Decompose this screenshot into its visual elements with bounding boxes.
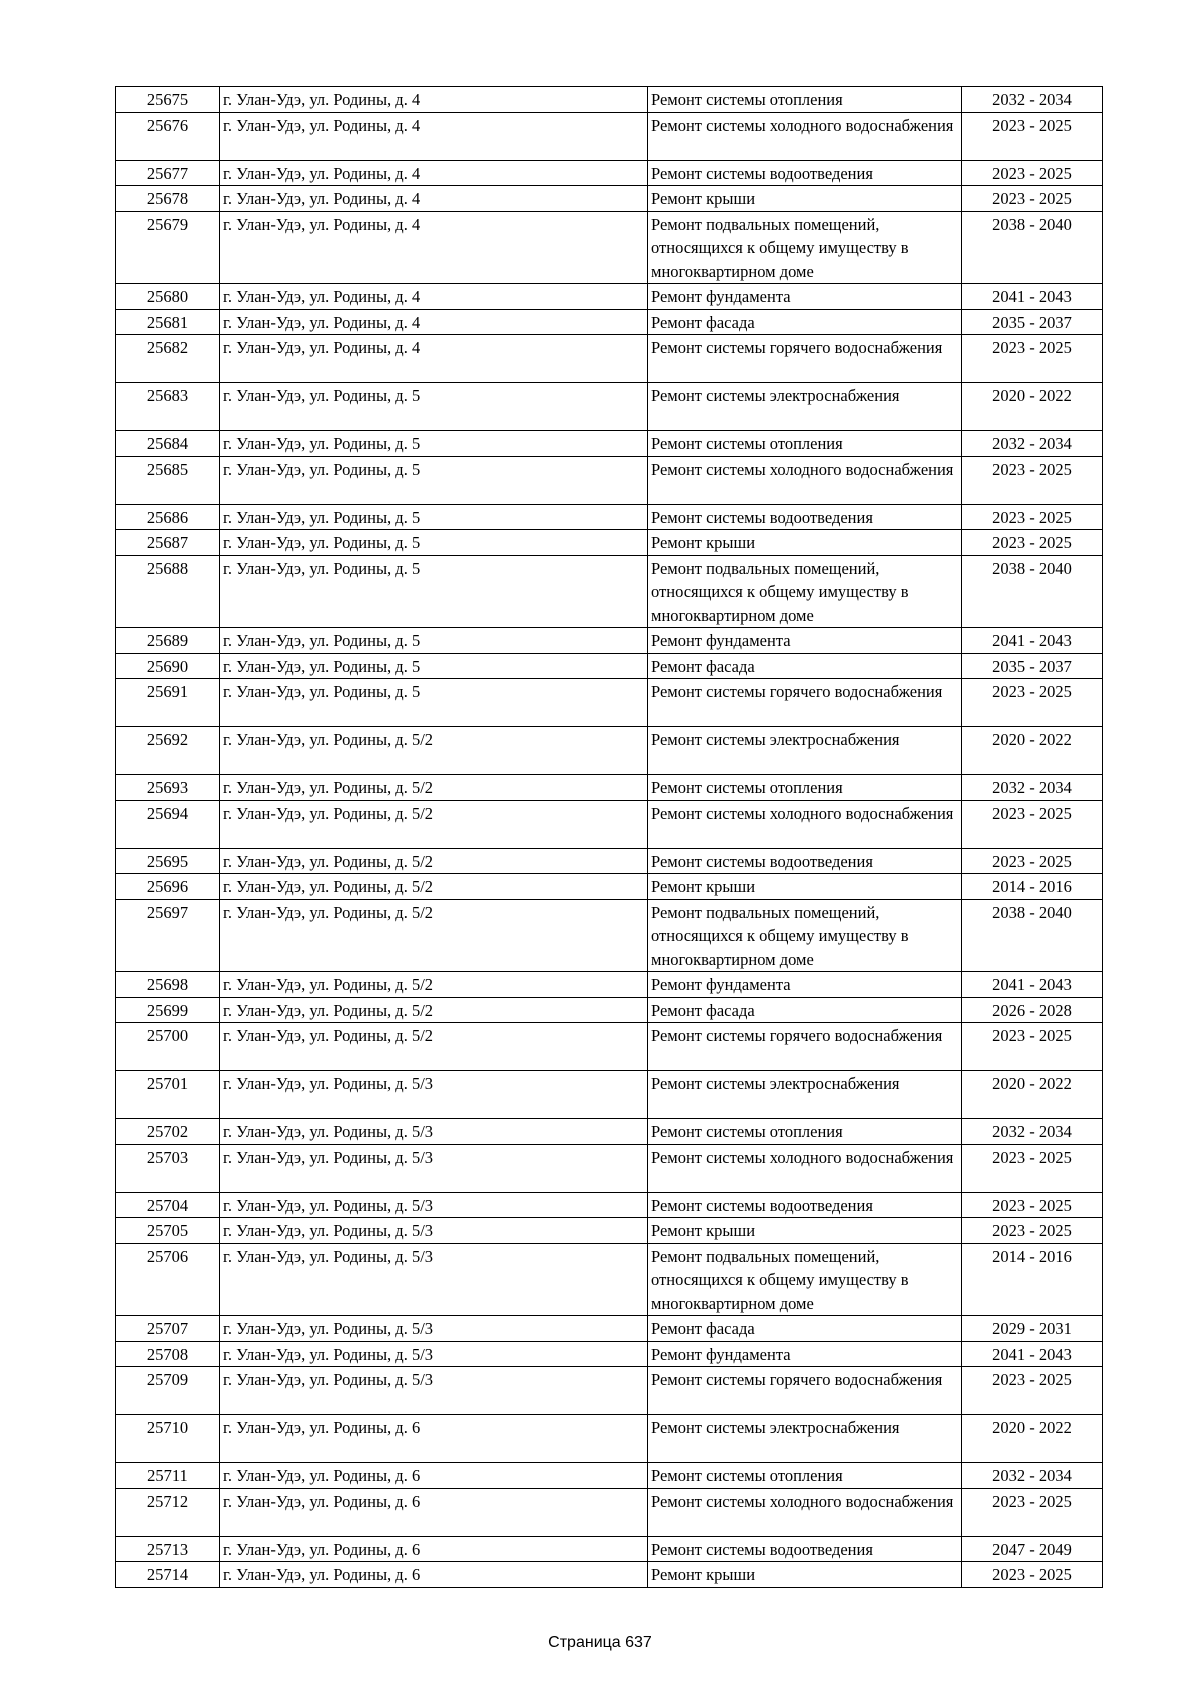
table-row [116, 997, 1103, 1023]
table-row [116, 1144, 1103, 1192]
table-row [116, 874, 1103, 900]
work-type-cell: Ремонт системы электроснабжения [648, 1071, 962, 1119]
row-number-cell: 25714 [116, 1562, 220, 1588]
period-cell: 2029 - 2031 [962, 1316, 1103, 1342]
period-cell: 2023 - 2025 [962, 504, 1103, 530]
row-number-cell: 25713 [116, 1536, 220, 1562]
address-cell: г. Улан-Удэ, ул. Родины, д. 5 [220, 679, 648, 727]
table-row [116, 504, 1103, 530]
work-type-cell: Ремонт фасада [648, 653, 962, 679]
period-cell: 2047 - 2049 [962, 1536, 1103, 1562]
period-cell: 2041 - 2043 [962, 972, 1103, 998]
table-row [116, 628, 1103, 654]
address-cell: г. Улан-Удэ, ул. Родины, д. 5/3 [220, 1341, 648, 1367]
row-number-cell: 25681 [116, 309, 220, 335]
period-cell: 2023 - 2025 [962, 1488, 1103, 1536]
table-row [116, 1463, 1103, 1489]
row-number-cell: 25690 [116, 653, 220, 679]
work-type-cell: Ремонт системы электроснабжения [648, 1415, 962, 1463]
row-number-cell: 25687 [116, 530, 220, 556]
table-row [116, 160, 1103, 186]
table-row [116, 1367, 1103, 1415]
work-type-cell: Ремонт подвальных помещений, относящихся к общему имуществу в многоквартирном доме [648, 211, 962, 284]
address-cell: г. Улан-Удэ, ул. Родины, д. 6 [220, 1463, 648, 1489]
work-type-cell: Ремонт системы горячего водоснабжения [648, 679, 962, 727]
row-number-cell: 25697 [116, 899, 220, 972]
address-cell: г. Улан-Удэ, ул. Родины, д. 5/2 [220, 874, 648, 900]
row-number-cell: 25711 [116, 1463, 220, 1489]
period-cell: 2020 - 2022 [962, 1415, 1103, 1463]
work-type-cell: Ремонт системы отопления [648, 1119, 962, 1145]
row-number-cell: 25707 [116, 1316, 220, 1342]
period-cell: 2020 - 2022 [962, 727, 1103, 775]
table-row [116, 555, 1103, 628]
table-row [116, 431, 1103, 457]
work-type-cell: Ремонт фасада [648, 309, 962, 335]
address-cell: г. Улан-Удэ, ул. Родины, д. 6 [220, 1562, 648, 1588]
period-cell: 2023 - 2025 [962, 1367, 1103, 1415]
row-number-cell: 25700 [116, 1023, 220, 1071]
work-type-cell: Ремонт системы холодного водоснабжения [648, 456, 962, 504]
period-cell: 2023 - 2025 [962, 186, 1103, 212]
work-type-cell: Ремонт системы холодного водоснабжения [648, 1144, 962, 1192]
address-cell: г. Улан-Удэ, ул. Родины, д. 4 [220, 211, 648, 284]
work-type-cell: Ремонт фундамента [648, 628, 962, 654]
period-cell: 2023 - 2025 [962, 160, 1103, 186]
address-cell: г. Улан-Удэ, ул. Родины, д. 5/2 [220, 800, 648, 848]
work-type-cell: Ремонт системы водоотведения [648, 1536, 962, 1562]
row-number-cell: 25685 [116, 456, 220, 504]
row-number-cell: 25698 [116, 972, 220, 998]
table-row [116, 848, 1103, 874]
work-type-cell: Ремонт подвальных помещений, относящихся к общему имуществу в многоквартирном доме [648, 555, 962, 628]
row-number-cell: 25709 [116, 1367, 220, 1415]
period-cell: 2032 - 2034 [962, 775, 1103, 801]
address-cell: г. Улан-Удэ, ул. Родины, д. 5/3 [220, 1144, 648, 1192]
period-cell: 2020 - 2022 [962, 1071, 1103, 1119]
period-cell: 2038 - 2040 [962, 211, 1103, 284]
table-row [116, 1023, 1103, 1071]
row-number-cell: 25706 [116, 1243, 220, 1316]
address-cell: г. Улан-Удэ, ул. Родины, д. 5/2 [220, 848, 648, 874]
row-number-cell: 25694 [116, 800, 220, 848]
table-row [116, 727, 1103, 775]
address-cell: г. Улан-Удэ, ул. Родины, д. 5/3 [220, 1119, 648, 1145]
table-row [116, 972, 1103, 998]
period-cell: 2041 - 2043 [962, 628, 1103, 654]
work-type-cell: Ремонт крыши [648, 874, 962, 900]
period-cell: 2035 - 2037 [962, 653, 1103, 679]
work-type-cell: Ремонт системы электроснабжения [648, 383, 962, 431]
period-cell: 2023 - 2025 [962, 530, 1103, 556]
row-number-cell: 25704 [116, 1192, 220, 1218]
period-cell: 2032 - 2034 [962, 87, 1103, 113]
address-cell: г. Улан-Удэ, ул. Родины, д. 5/3 [220, 1192, 648, 1218]
period-cell: 2023 - 2025 [962, 800, 1103, 848]
row-number-cell: 25712 [116, 1488, 220, 1536]
address-cell: г. Улан-Удэ, ул. Родины, д. 5/2 [220, 997, 648, 1023]
period-cell: 2032 - 2034 [962, 1463, 1103, 1489]
row-number-cell: 25702 [116, 1119, 220, 1145]
period-cell: 2020 - 2022 [962, 383, 1103, 431]
page-number: Страница 637 [548, 1634, 652, 1651]
period-cell: 2023 - 2025 [962, 112, 1103, 160]
address-cell: г. Улан-Удэ, ул. Родины, д. 6 [220, 1488, 648, 1536]
address-cell: г. Улан-Удэ, ул. Родины, д. 5 [220, 530, 648, 556]
table-row [116, 211, 1103, 284]
row-number-cell: 25683 [116, 383, 220, 431]
address-cell: г. Улан-Удэ, ул. Родины, д. 5/2 [220, 1023, 648, 1071]
table-row [116, 383, 1103, 431]
address-cell: г. Улан-Удэ, ул. Родины, д. 4 [220, 87, 648, 113]
table-row [116, 112, 1103, 160]
period-cell: 2026 - 2028 [962, 997, 1103, 1023]
row-number-cell: 25696 [116, 874, 220, 900]
row-number-cell: 25693 [116, 775, 220, 801]
period-cell: 2014 - 2016 [962, 874, 1103, 900]
work-type-cell: Ремонт системы водоотведения [648, 1192, 962, 1218]
period-cell: 2023 - 2025 [962, 335, 1103, 383]
period-cell: 2023 - 2025 [962, 1562, 1103, 1588]
row-number-cell: 25692 [116, 727, 220, 775]
table-row [116, 775, 1103, 801]
work-type-cell: Ремонт системы холодного водоснабжения [648, 800, 962, 848]
row-number-cell: 25680 [116, 284, 220, 310]
row-number-cell: 25699 [116, 997, 220, 1023]
row-number-cell: 25675 [116, 87, 220, 113]
table-row [116, 653, 1103, 679]
work-type-cell: Ремонт системы горячего водоснабжения [648, 335, 962, 383]
row-number-cell: 25708 [116, 1341, 220, 1367]
row-number-cell: 25679 [116, 211, 220, 284]
period-cell: 2038 - 2040 [962, 555, 1103, 628]
work-type-cell: Ремонт системы горячего водоснабжения [648, 1367, 962, 1415]
work-type-cell: Ремонт системы отопления [648, 87, 962, 113]
work-type-cell: Ремонт крыши [648, 1562, 962, 1588]
table-row [116, 1119, 1103, 1145]
address-cell: г. Улан-Удэ, ул. Родины, д. 5 [220, 456, 648, 504]
address-cell: г. Улан-Удэ, ул. Родины, д. 4 [220, 335, 648, 383]
table-row [116, 1243, 1103, 1316]
row-number-cell: 25703 [116, 1144, 220, 1192]
table-row [116, 899, 1103, 972]
table-row [116, 1316, 1103, 1342]
table-row [116, 1415, 1103, 1463]
table-row [116, 1341, 1103, 1367]
address-cell: г. Улан-Удэ, ул. Родины, д. 5 [220, 431, 648, 457]
table-row [116, 679, 1103, 727]
address-cell: г. Улан-Удэ, ул. Родины, д. 5 [220, 504, 648, 530]
address-cell: г. Улан-Удэ, ул. Родины, д. 6 [220, 1536, 648, 1562]
table-row [116, 1218, 1103, 1244]
address-cell: г. Улан-Удэ, ул. Родины, д. 6 [220, 1415, 648, 1463]
work-type-cell: Ремонт системы горячего водоснабжения [648, 1023, 962, 1071]
work-type-cell: Ремонт фасада [648, 997, 962, 1023]
row-number-cell: 25710 [116, 1415, 220, 1463]
repair-schedule-table [115, 86, 1103, 1588]
address-cell: г. Улан-Удэ, ул. Родины, д. 4 [220, 160, 648, 186]
work-type-cell: Ремонт системы отопления [648, 775, 962, 801]
table-row [116, 284, 1103, 310]
work-type-cell: Ремонт системы водоотведения [648, 848, 962, 874]
work-type-cell: Ремонт системы холодного водоснабжения [648, 112, 962, 160]
row-number-cell: 25701 [116, 1071, 220, 1119]
row-number-cell: 25695 [116, 848, 220, 874]
work-type-cell: Ремонт подвальных помещений, относящихся к общему имуществу в многоквартирном доме [648, 1243, 962, 1316]
work-type-cell: Ремонт фундамента [648, 972, 962, 998]
table-row [116, 1536, 1103, 1562]
work-type-cell: Ремонт крыши [648, 186, 962, 212]
work-type-cell: Ремонт системы водоотведения [648, 160, 962, 186]
period-cell: 2023 - 2025 [962, 1218, 1103, 1244]
row-number-cell: 25691 [116, 679, 220, 727]
table-body [116, 87, 1103, 1588]
work-type-cell: Ремонт системы холодного водоснабжения [648, 1488, 962, 1536]
period-cell: 2041 - 2043 [962, 284, 1103, 310]
period-cell: 2014 - 2016 [962, 1243, 1103, 1316]
row-number-cell: 25705 [116, 1218, 220, 1244]
work-type-cell: Ремонт системы отопления [648, 1463, 962, 1489]
address-cell: г. Улан-Удэ, ул. Родины, д. 5/2 [220, 727, 648, 775]
address-cell: г. Улан-Удэ, ул. Родины, д. 5/3 [220, 1218, 648, 1244]
period-cell: 2023 - 2025 [962, 1192, 1103, 1218]
table-row [116, 186, 1103, 212]
row-number-cell: 25689 [116, 628, 220, 654]
period-cell: 2023 - 2025 [962, 1023, 1103, 1071]
document-sheet [115, 86, 1102, 1588]
address-cell: г. Улан-Удэ, ул. Родины, д. 5/3 [220, 1071, 648, 1119]
period-cell: 2023 - 2025 [962, 848, 1103, 874]
address-cell: г. Улан-Удэ, ул. Родины, д. 4 [220, 309, 648, 335]
period-cell: 2023 - 2025 [962, 679, 1103, 727]
work-type-cell: Ремонт крыши [648, 530, 962, 556]
row-number-cell: 25678 [116, 186, 220, 212]
address-cell: г. Улан-Удэ, ул. Родины, д. 5/3 [220, 1367, 648, 1415]
address-cell: г. Улан-Удэ, ул. Родины, д. 5/2 [220, 775, 648, 801]
period-cell: 2023 - 2025 [962, 1144, 1103, 1192]
row-number-cell: 25682 [116, 335, 220, 383]
table-row [116, 1192, 1103, 1218]
work-type-cell: Ремонт подвальных помещений, относящихся к общему имуществу в многоквартирном доме [648, 899, 962, 972]
table-row [116, 530, 1103, 556]
period-cell: 2032 - 2034 [962, 431, 1103, 457]
table-row [116, 1071, 1103, 1119]
address-cell: г. Улан-Удэ, ул. Родины, д. 5/2 [220, 972, 648, 998]
period-cell: 2035 - 2037 [962, 309, 1103, 335]
row-number-cell: 25684 [116, 431, 220, 457]
work-type-cell: Ремонт фундамента [648, 1341, 962, 1367]
table-row [116, 87, 1103, 113]
table-row [116, 335, 1103, 383]
period-cell: 2032 - 2034 [962, 1119, 1103, 1145]
row-number-cell: 25686 [116, 504, 220, 530]
table-row [116, 309, 1103, 335]
table-row [116, 1562, 1103, 1588]
address-cell: г. Улан-Удэ, ул. Родины, д. 5 [220, 555, 648, 628]
address-cell: г. Улан-Удэ, ул. Родины, д. 5/3 [220, 1243, 648, 1316]
work-type-cell: Ремонт крыши [648, 1218, 962, 1244]
row-number-cell: 25677 [116, 160, 220, 186]
period-cell: 2038 - 2040 [962, 899, 1103, 972]
work-type-cell: Ремонт фасада [648, 1316, 962, 1342]
address-cell: г. Улан-Удэ, ул. Родины, д. 5 [220, 383, 648, 431]
table-row [116, 456, 1103, 504]
table-row [116, 800, 1103, 848]
address-cell: г. Улан-Удэ, ул. Родины, д. 5 [220, 628, 648, 654]
address-cell: г. Улан-Удэ, ул. Родины, д. 5 [220, 653, 648, 679]
table-row [116, 1488, 1103, 1536]
address-cell: г. Улан-Удэ, ул. Родины, д. 5/2 [220, 899, 648, 972]
work-type-cell: Ремонт системы водоотведения [648, 504, 962, 530]
row-number-cell: 25676 [116, 112, 220, 160]
row-number-cell: 25688 [116, 555, 220, 628]
work-type-cell: Ремонт системы отопления [648, 431, 962, 457]
address-cell: г. Улан-Удэ, ул. Родины, д. 4 [220, 112, 648, 160]
work-type-cell: Ремонт системы электроснабжения [648, 727, 962, 775]
address-cell: г. Улан-Удэ, ул. Родины, д. 4 [220, 284, 648, 310]
address-cell: г. Улан-Удэ, ул. Родины, д. 4 [220, 186, 648, 212]
period-cell: 2023 - 2025 [962, 456, 1103, 504]
work-type-cell: Ремонт фундамента [648, 284, 962, 310]
period-cell: 2041 - 2043 [962, 1341, 1103, 1367]
address-cell: г. Улан-Удэ, ул. Родины, д. 5/3 [220, 1316, 648, 1342]
